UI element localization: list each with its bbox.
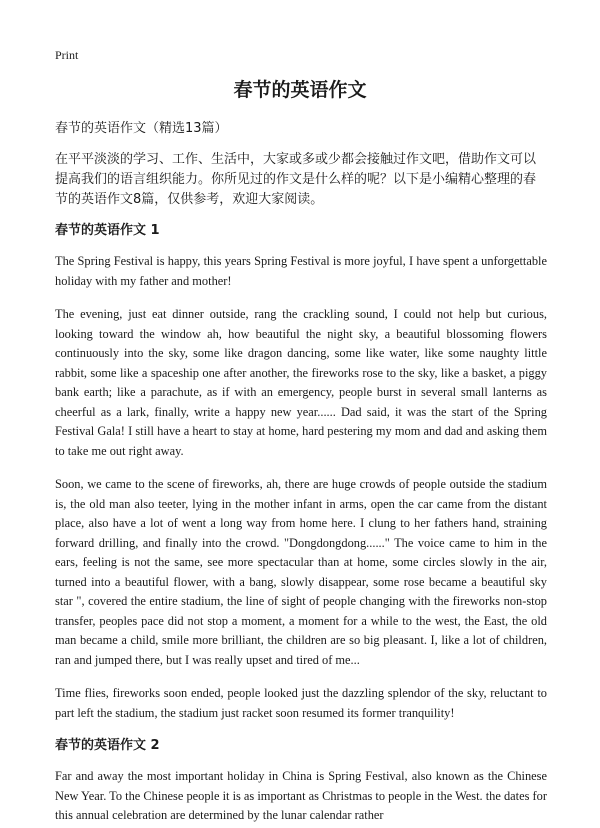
intro-paragraph: 在平平淡淡的学习、工作、生活中，大家或多或少都会接触过作文吧，借助作文可以提高我们的语言组织能力。你所见过的作文是什么样的呢？以下是小编精心整理的春节的英语作文8篇，仅供参考，欢迎大家阅读。 [55,152,537,207]
document-title: 春节的英语作文 [233,79,367,101]
essay-section-1 [55,222,547,723]
document-subtitle: 春节的英语作文（精选13篇） [55,121,228,136]
essay-paragraph: Soon, we came to the scene of fireworks, ah, there are huge crowds of people outside the stadium is, the old man also teeter, lying in the mother infant in arms, open the car came from the distant place, also have a lot of went a long way from home here. I clung to her fathers hand, straining forward drilling, and finally into the crowd. "Dongdongdong......" The voice came to him in the ears, feeling is not the same, see more spectacular than at home, some circles slowly in the air, turned into a beautiful flower, with a bang, slowly disappear, some rose became a beautiful sky star ", covered the entire stadium, the line of sight of people changing with the fireworks non-stop transfer, peoples pace did not stop a moment, a moment for a while to the west, the East, the old man became a child, smile more brilliant, the children are so big pleasant. I, like a lot of children, ran and jumped there, but I was really upset and tired of me... [55,477,547,667]
section-heading: 春节的英语作文 2 [55,738,160,753]
essay-paragraph: Time flies, fireworks soon ended, people looked just the dazzling splendor of the sky, reluctant to part left the stadium, the stadium just racket soon resumed its former tranquility! [55,686,547,720]
essay-paragraph: Far and away the most important holiday in China is Spring Festival, also known as the Chinese New Year. To the Chinese people it is as important as Christmas to people in the West. the dates for this annual celebration are determined by the lunar calendar rather [55,769,547,822]
essay-section-2 [55,737,547,826]
print-label: Print [55,48,79,62]
essay-paragraph: The evening, just eat dinner outside, rang the crackling sound, I could not help but curious, looking toward the window ah, how beautiful the night sky, a beautiful blossoming flowers continuously into the sky, some like dragon dancing, some like water, like some naughty little rabbit, some like a spaceship one after another, the fireworks rose to the sky, like a basket, a piggy bank earth; like a parachute, as if with an emergency, people burst in several small lanterns as cheerful as a lark, finally, write a happy new year...... Dad said, it was the start of the Spring Festival Gala! I still have a heart to stay at home, hard pestering my mom and dad and asking them to take me out right away. [55,307,547,458]
essay-paragraph: The Spring Festival is happy, this years Spring Festival is more joyful, I have spent a unforgettable holiday with my father and mother! [55,254,547,288]
section-heading: 春节的英语作文 1 [55,223,160,238]
document-content [55,120,547,826]
